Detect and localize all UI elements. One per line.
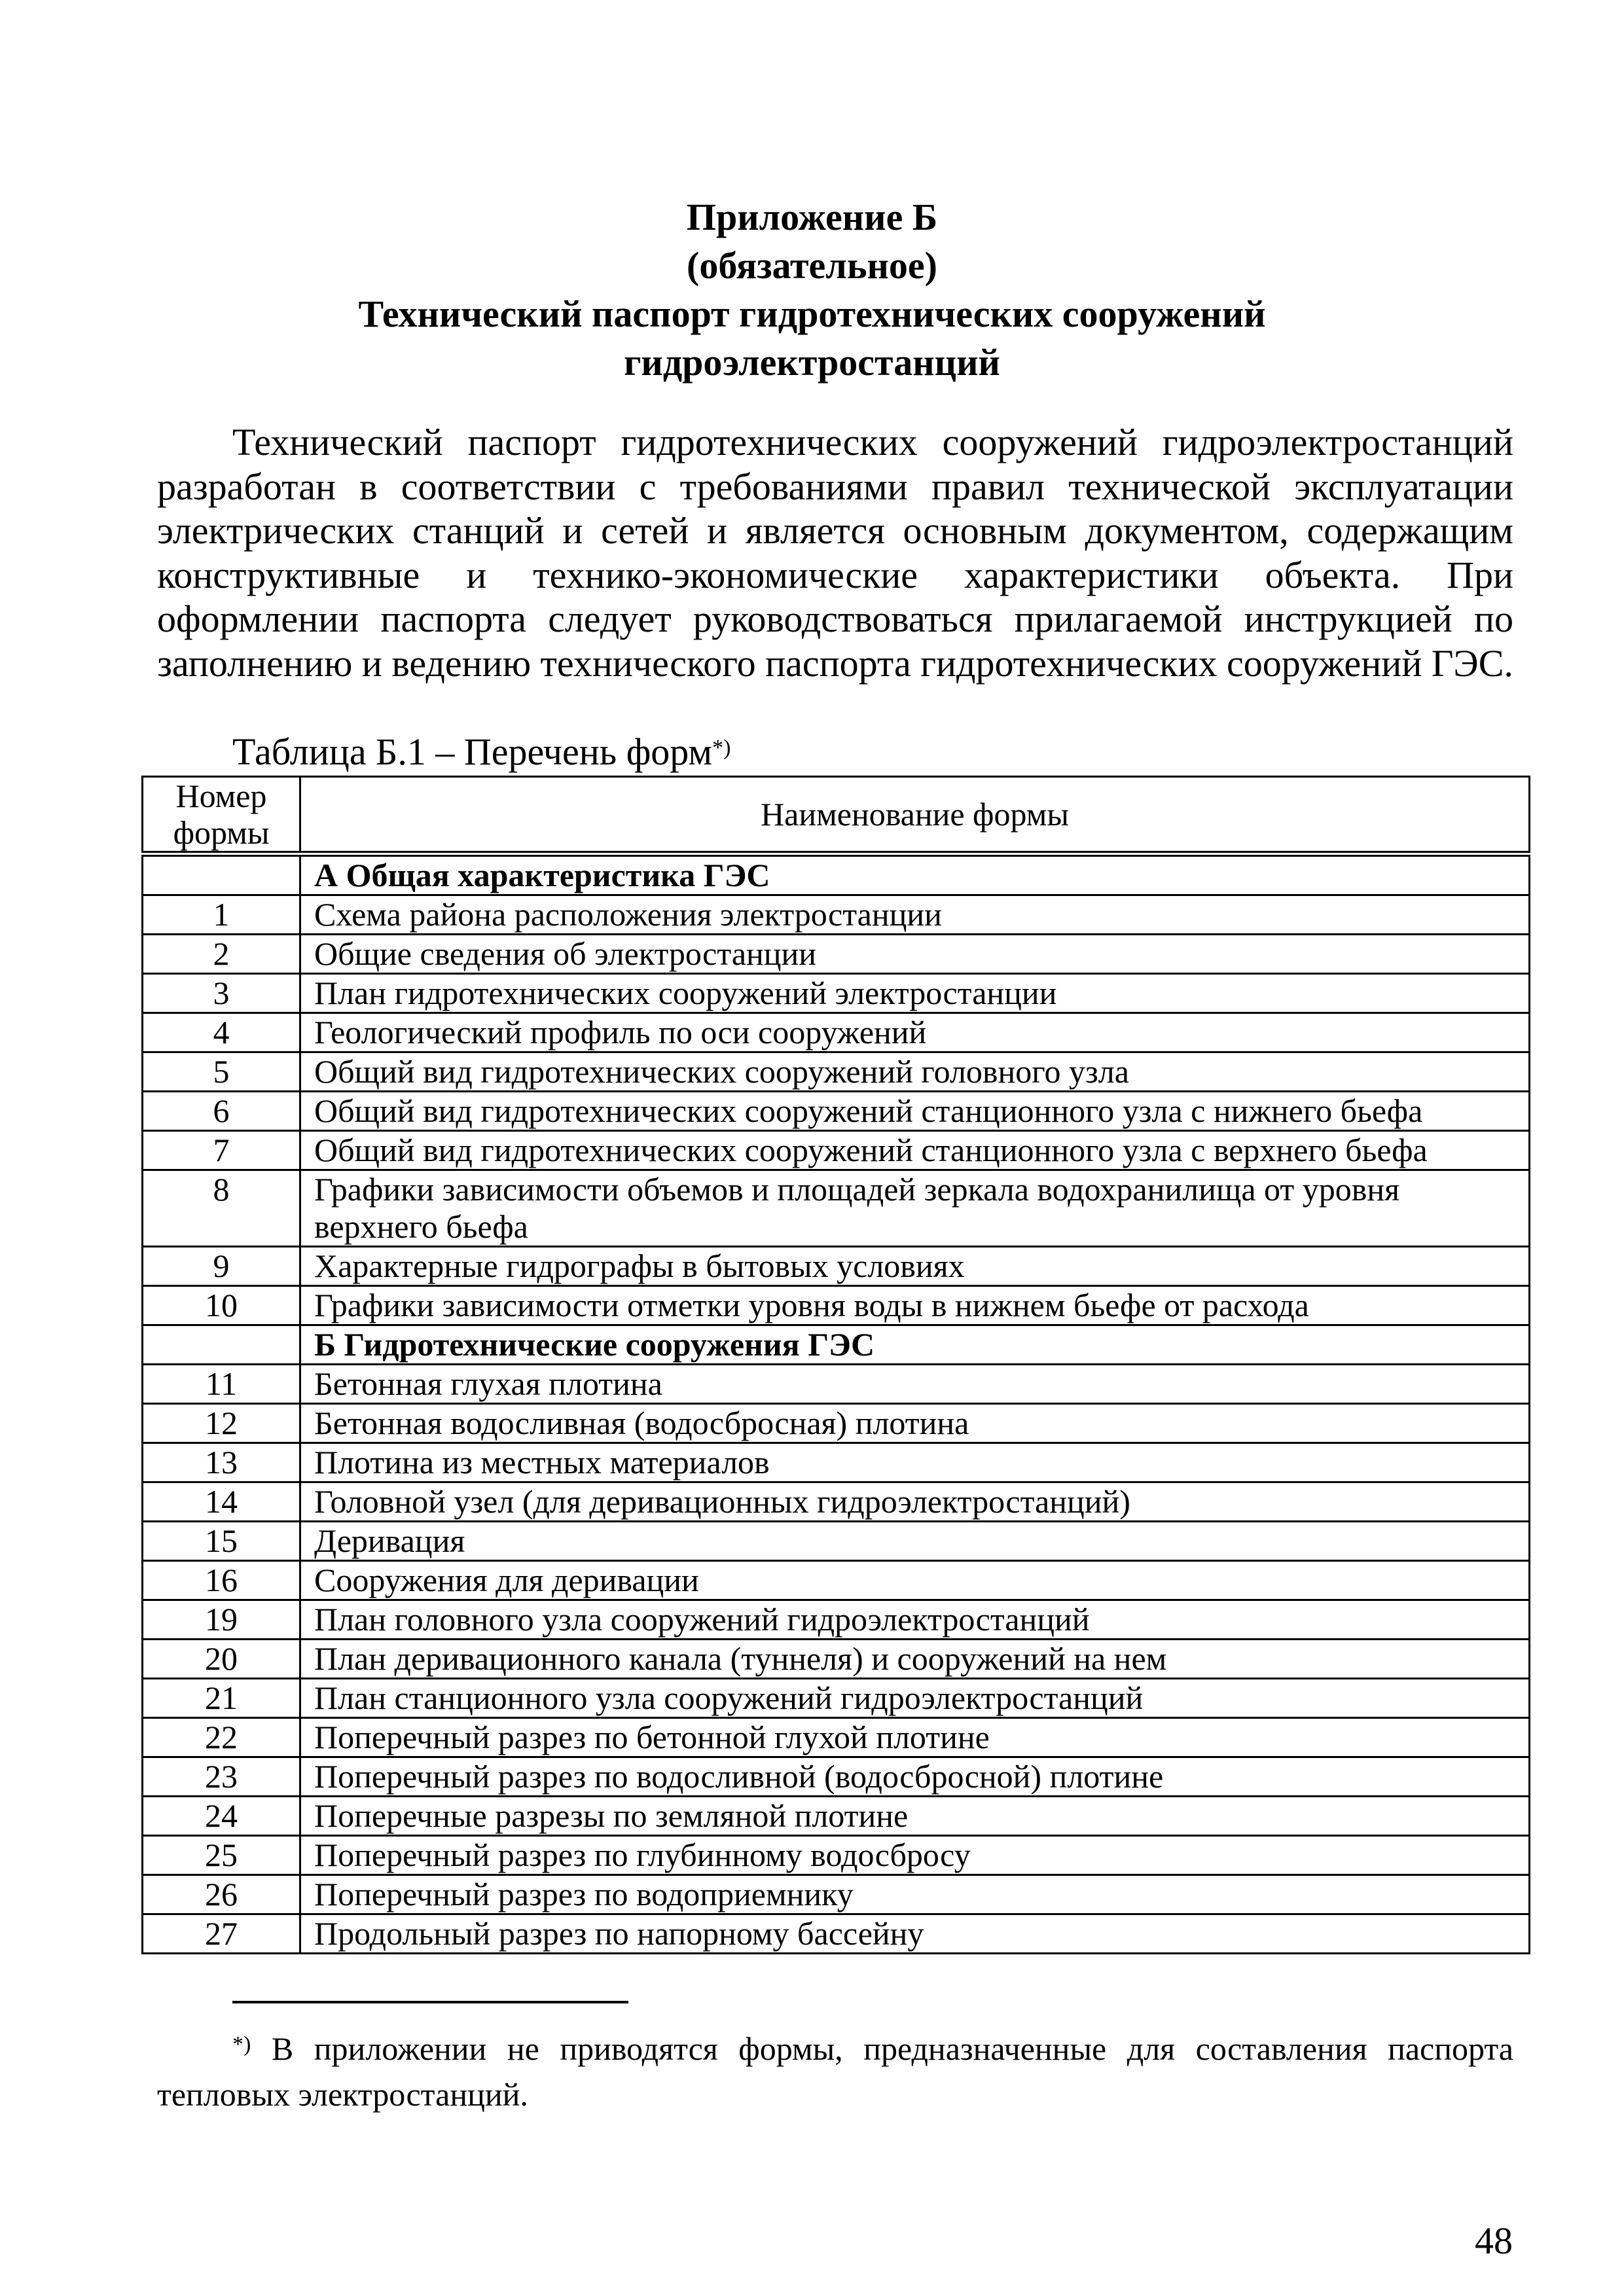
footnote-text: В приложении не приводятся формы, предназначенные для составления паспорта тепловых электростанций. [157, 2030, 1513, 2113]
table-row [143, 1522, 1530, 1561]
form-number: 12 [143, 1404, 300, 1443]
table-row [143, 1052, 1530, 1092]
form-name: Продольный разрез по напорному бассейну [300, 1914, 1530, 1954]
form-number [143, 1325, 300, 1365]
title-line-3: Технический паспорт гидротехнических сооружений [358, 293, 1266, 335]
form-name: Плотина из местных материалов [300, 1443, 1530, 1482]
section-heading: Б Гидротехнические сооружения ГЭС [300, 1325, 1530, 1365]
header-num-line1: Номер [175, 778, 267, 814]
table-row [143, 1757, 1530, 1797]
table-row [143, 1092, 1530, 1131]
form-name: План станционного узла сооружений гидроэлектростанций [300, 1679, 1530, 1718]
caption-text: Таблица Б.1 – Перечень форм [232, 730, 713, 773]
form-name: Общие сведения об электростанции [300, 935, 1530, 974]
caption-footnote-mark: *) [712, 736, 731, 760]
form-number: 19 [143, 1600, 300, 1640]
table-row [143, 1836, 1530, 1875]
table-row [143, 1443, 1530, 1482]
form-name: Бетонная водосливная (водосбросная) плотина [300, 1404, 1530, 1443]
form-name: Бетонная глухая плотина [300, 1365, 1530, 1404]
form-name: Деривация [300, 1522, 1530, 1561]
form-name: Графики зависимости объемов и площадей зеркала водохранилища от уровня верхнего бьефа [300, 1170, 1530, 1247]
form-name: Геологический профиль по оси сооружений [300, 1013, 1530, 1052]
form-number: 3 [143, 974, 300, 1013]
form-name: Поперечный разрез по водосливной (водосбросной) плотине [300, 1757, 1530, 1797]
table-row [143, 1404, 1530, 1443]
footnote-divider [232, 2001, 628, 2003]
header-form-name: Наименование формы [300, 777, 1530, 854]
table-row [143, 1131, 1530, 1170]
table-row [143, 1365, 1530, 1404]
form-name: План гидротехнических сооружений электростанции [300, 974, 1530, 1013]
form-name: Головной узел (для деривационных гидроэлектростанций) [300, 1482, 1530, 1522]
form-number: 10 [143, 1286, 300, 1325]
form-number: 11 [143, 1365, 300, 1404]
title-line-1: Приложение Б [686, 196, 938, 238]
table-row [143, 1914, 1530, 1954]
form-number: 16 [143, 1561, 300, 1600]
table-row [143, 1600, 1530, 1640]
table-section-row [143, 1325, 1530, 1365]
table-row [143, 1013, 1530, 1052]
table-row [143, 1640, 1530, 1679]
form-number: 1 [143, 895, 300, 935]
form-number: 4 [143, 1013, 300, 1052]
form-name: Графики зависимости отметки уровня воды в нижнем бьефе от расхода [300, 1286, 1530, 1325]
form-name: Поперечный разрез по глубинному водосбросу [300, 1836, 1530, 1875]
form-name: Общий вид гидротехнических сооружений головного узла [300, 1052, 1530, 1092]
form-number: 27 [143, 1914, 300, 1954]
form-name: Поперечные разрезы по земляной плотине [300, 1797, 1530, 1836]
form-number: 25 [143, 1836, 300, 1875]
form-number: 9 [143, 1247, 300, 1286]
form-name: Сооружения для деривации [300, 1561, 1530, 1600]
form-name: Общий вид гидротехнических сооружений станционного узла с верхнего бьефа [300, 1131, 1530, 1170]
form-number: 22 [143, 1718, 300, 1757]
form-number: 20 [143, 1640, 300, 1679]
table-row [143, 1797, 1530, 1836]
title-line-2: (обязательное) [687, 244, 937, 287]
header-num-line2: формы [173, 814, 270, 851]
table-row [143, 895, 1530, 935]
form-name: Характерные гидрографы в бытовых условиях [300, 1247, 1530, 1286]
form-number: 21 [143, 1679, 300, 1718]
form-number: 26 [143, 1875, 300, 1914]
form-number: 6 [143, 1092, 300, 1131]
appendix-title [0, 193, 1624, 387]
title-line-4: гидроэлектростанций [624, 341, 1000, 384]
form-number: 7 [143, 1131, 300, 1170]
form-number: 8 [143, 1170, 300, 1247]
form-name: Поперечный разрез по водоприемнику [300, 1875, 1530, 1914]
form-number: 24 [143, 1797, 300, 1836]
form-number: 14 [143, 1482, 300, 1522]
intro-paragraph: Технический паспорт гидротехнических сооружений гидроэлектростанций разработан в соответствии с требованиями правил технической эксплуатации электрических станций и сетей и является основным документом, содержащим конструктивные и технико-экономические характеристики объекта. При оформлении паспорта следует руководствоваться прилагаемой инструкцией по заполнению и ведению технического паспорта гидротехнических сооружений ГЭС. [157, 421, 1513, 685]
section-heading: А Общая характеристика ГЭС [300, 854, 1530, 895]
footnote-mark: *) [232, 2032, 251, 2056]
table-header-row [143, 777, 1530, 854]
header-form-number [143, 777, 300, 854]
table-row [143, 1875, 1530, 1914]
table-row [143, 1286, 1530, 1325]
form-name: Общий вид гидротехнических сооружений станционного узла с нижнего бьефа [300, 1092, 1530, 1131]
table-row [143, 974, 1530, 1013]
forms-table [141, 776, 1530, 1954]
table-row [143, 1247, 1530, 1286]
form-name: Схема района расположения электростанции [300, 895, 1530, 935]
table-row [143, 1718, 1530, 1757]
table-row [143, 935, 1530, 974]
page-number: 48 [1475, 2219, 1513, 2262]
table-caption [232, 730, 731, 774]
form-number [143, 854, 300, 895]
table-row [143, 1482, 1530, 1522]
form-name: Поперечный разрез по бетонной глухой плотине [300, 1718, 1530, 1757]
form-number: 13 [143, 1443, 300, 1482]
form-name: План деривационного канала (туннеля) и сооружений на нем [300, 1640, 1530, 1679]
form-number: 15 [143, 1522, 300, 1561]
form-number: 5 [143, 1052, 300, 1092]
form-number: 23 [143, 1757, 300, 1797]
form-name: План головного узла сооружений гидроэлектростанций [300, 1600, 1530, 1640]
table-section-row [143, 854, 1530, 895]
table-row [143, 1679, 1530, 1718]
form-number: 2 [143, 935, 300, 974]
table-row [143, 1561, 1530, 1600]
footnote [157, 2026, 1513, 2117]
table-row [143, 1170, 1530, 1247]
